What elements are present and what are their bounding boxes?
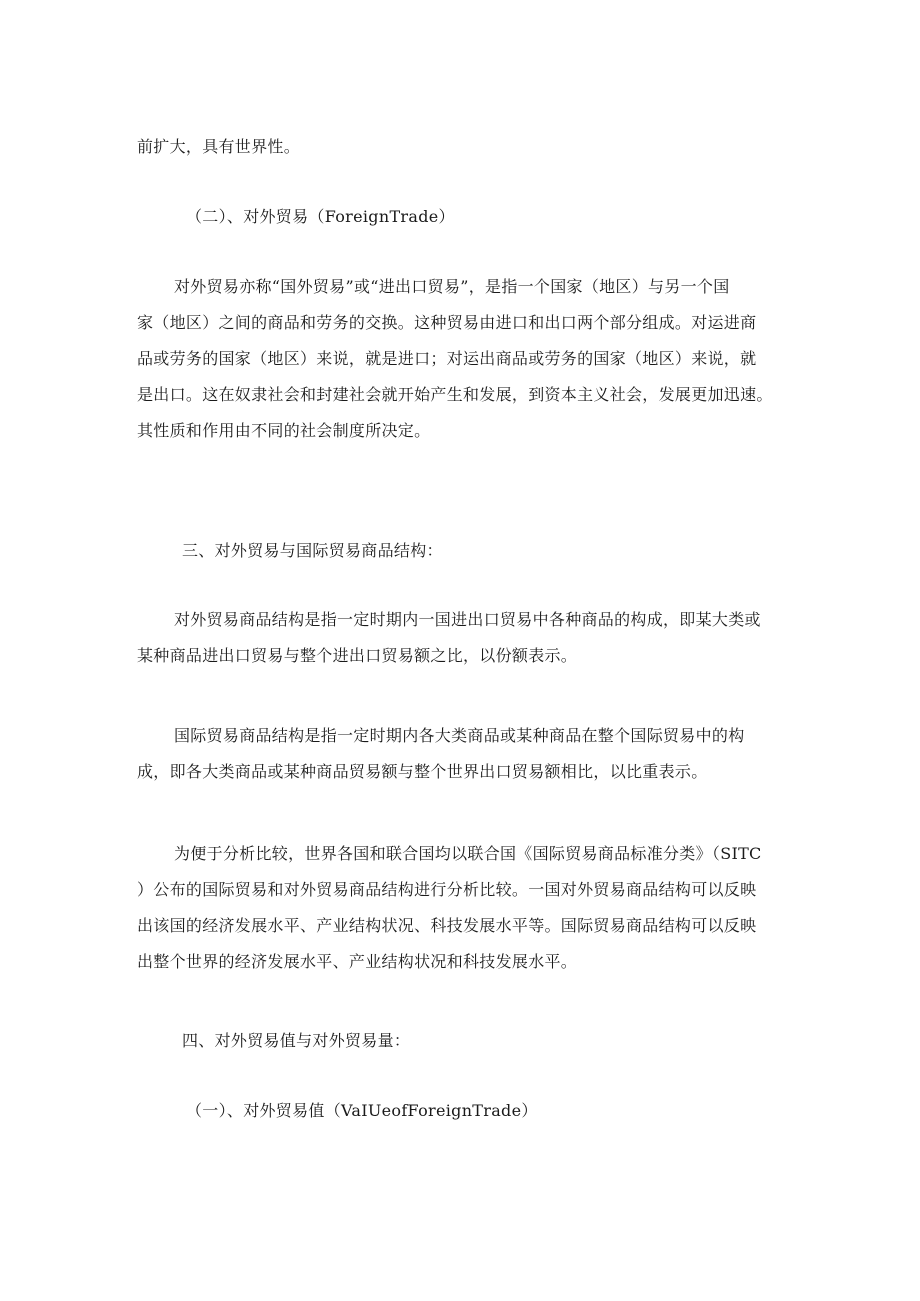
text-line: 国际贸易商品结构是指一定时期内各大类商品或某种商品在整个国际贸易中的构 xyxy=(174,726,745,745)
heading-text: （一）、对外贸易值（VaIUeofForeignTrade） xyxy=(186,1101,538,1120)
heading-text: 三、对外贸易与国际贸易商品结构： xyxy=(182,541,443,560)
text-line: 成，即各大类商品或某种商品贸易额与整个世界出口贸易额相比，以比重表示。 xyxy=(137,762,708,781)
paragraph-international-trade-structure xyxy=(137,718,797,790)
text-line: 出该国的经济发展水平、产业结构状况、科技发展水平等。国际贸易商品结构可以反映 xyxy=(137,916,757,935)
section-heading-commodity-structure xyxy=(137,533,797,569)
text-line: 是出口。这在奴隶社会和封建社会就开始产生和发展，到资本主义社会，发展更加迅速。 xyxy=(137,385,773,404)
paragraph-sitc xyxy=(137,836,797,980)
text-line: 出整个世界的经济发展水平、产业结构状况和科技发展水平。 xyxy=(137,952,578,971)
text-line: 前扩大，具有世界性。 xyxy=(137,137,301,156)
text-line: 品或劳务的国家（地区）来说，就是进口；对运出商品或劳务的国家（地区）来说，就 xyxy=(137,349,757,368)
heading-text: 四、对外贸易值与对外贸易量： xyxy=(182,1031,411,1050)
heading-text: （二）、对外贸易（ForeignTrade） xyxy=(186,207,455,226)
continuation-text xyxy=(137,129,797,165)
text-line: 对外贸易亦称“国外贸易”或“进出口贸易”，是指一个国家（地区）与另一个国 xyxy=(174,277,730,296)
text-line: 其性质和作用由不同的社会制度所决定。 xyxy=(137,421,431,440)
text-line: 家（地区）之间的商品和劳务的交换。这种贸易由进口和出口两个部分组成。对运进商 xyxy=(137,313,757,332)
section-heading-value-quantity xyxy=(137,1023,797,1059)
paragraph-foreign-trade-structure xyxy=(137,602,797,674)
section-heading-trade-value xyxy=(137,1093,797,1129)
text-line: ）公布的国际贸易和对外贸易商品结构进行分析比较。一国对外贸易商品结构可以反映 xyxy=(137,880,757,899)
paragraph-foreign-trade-definition xyxy=(137,269,797,449)
text-line: 为便于分析比较，世界各国和联合国均以联合国《国际贸易商品标准分类》（SITC xyxy=(174,844,762,863)
section-heading-foreign-trade xyxy=(137,199,797,235)
text-line: 对外贸易商品结构是指一定时期内一国进出口贸易中各种商品的构成，即某大类或 xyxy=(174,610,761,629)
text-line: 某种商品进出口贸易与整个进出口贸易额之比，以份额表示。 xyxy=(137,646,578,665)
